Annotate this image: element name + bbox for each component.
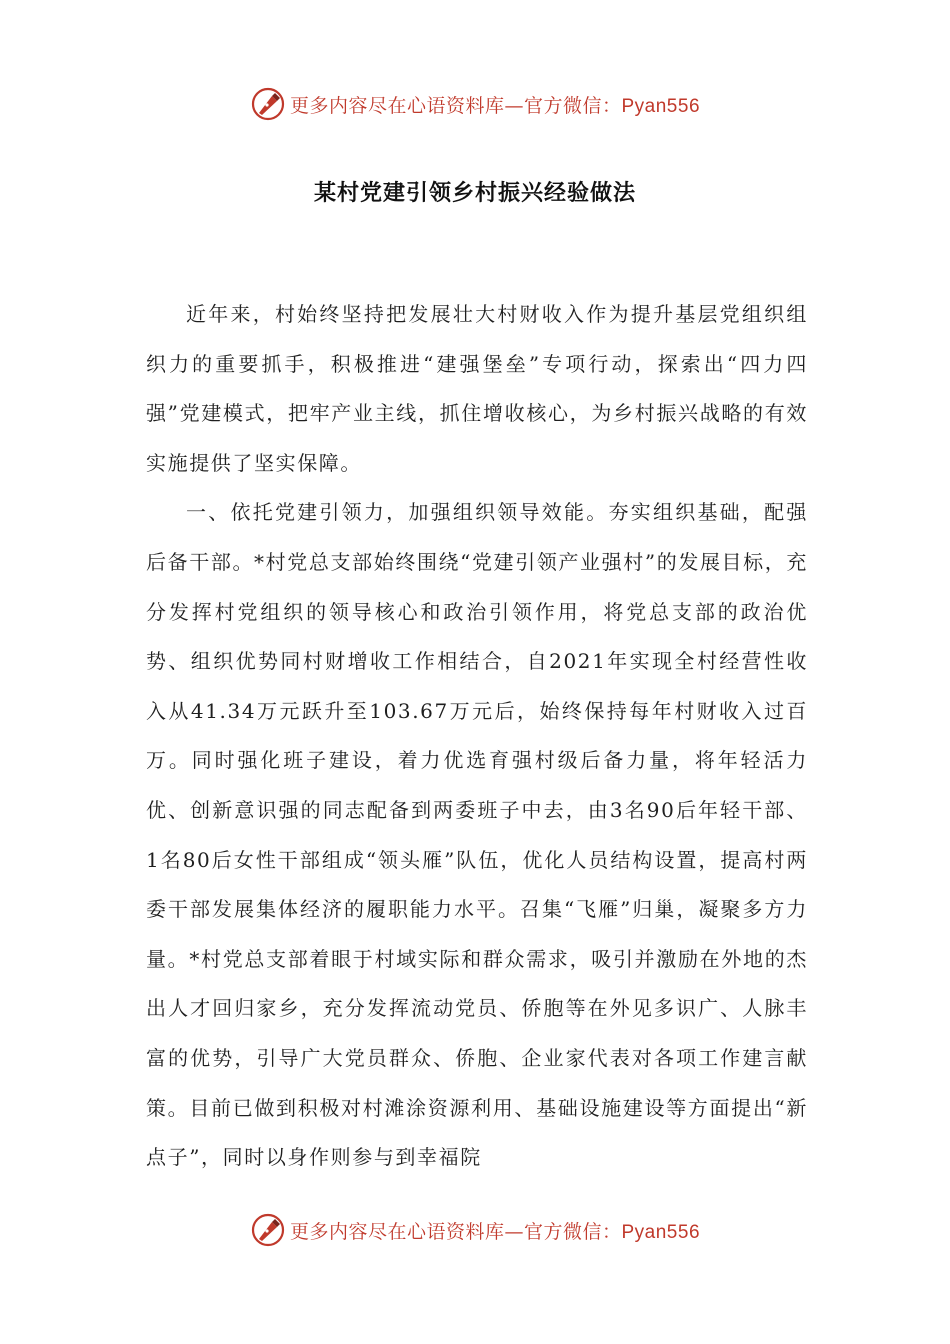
header-watermark-text xyxy=(290,91,700,118)
header-watermark-label: 更多内容尽在心语资料库—官方微信： xyxy=(289,94,622,117)
paragraph-intro: 近年来，村始终坚持把发展壮大村财收入作为提升基层党组织组织力的重要抓手，积极推进“建强堡垒”专项行动，探索出“四力四强”党建模式，把牢产业主线，抓住增收核心，为乡村振兴战略的有效实施提供了坚实保障。 xyxy=(146,302,808,475)
header-wechat-id: Pyan556 xyxy=(621,95,701,117)
footer-watermark-text xyxy=(290,1217,700,1244)
pen-nib-logo-icon xyxy=(250,1212,286,1248)
document-body xyxy=(146,290,808,1183)
paragraph-section-one: 一、依托党建引领力，加强组织领导效能。夯实组织基础，配强后备干部。*村党总支部始终围绕“党建引领产业强村”的发展目标，充分发挥村党组织的领导核心和政治引领作用，将党总支部的政治优势、组织优势同村财增收工作相结合，自2021年实现全村经营性收入从41.34万元跃升至103.67万元后，始终保持每年村财收入过百万。同时强化班子建设，着力优选育强村级后备力量，将年轻活力优、创新意识强的同志配备到两委班子中去，由3名90后年轻干部、1名80后女性干部组成“领头雁”队伍，优化人员结构设置，提高村两委干部发展集体经济的履职能力水平。召集“飞雁”归巢，凝聚多方力量。*村党总支部着眼于村域实际和群众需求，吸引并激励在外地的杰出人才回归家乡，充分发挥流动党员、侨胞等在外见多识广、人脉丰富的优势，引导广大党员群众、侨胞、企业家代表对各项工作建言献策。目前已做到积极对村滩涂资源利用、基础设施建设等方面提出“新点子”，同时以身作则参与到幸福院 xyxy=(146,500,808,1170)
footer-watermark-banner xyxy=(0,1210,950,1250)
header-watermark-banner xyxy=(0,84,950,124)
footer-wechat-id: Pyan556 xyxy=(621,1221,701,1243)
pen-nib-logo-icon xyxy=(250,86,286,122)
footer-watermark-label: 更多内容尽在心语资料库—官方微信： xyxy=(289,1220,622,1243)
document-title: 某村党建引领乡村振兴经验做法 xyxy=(313,180,636,206)
